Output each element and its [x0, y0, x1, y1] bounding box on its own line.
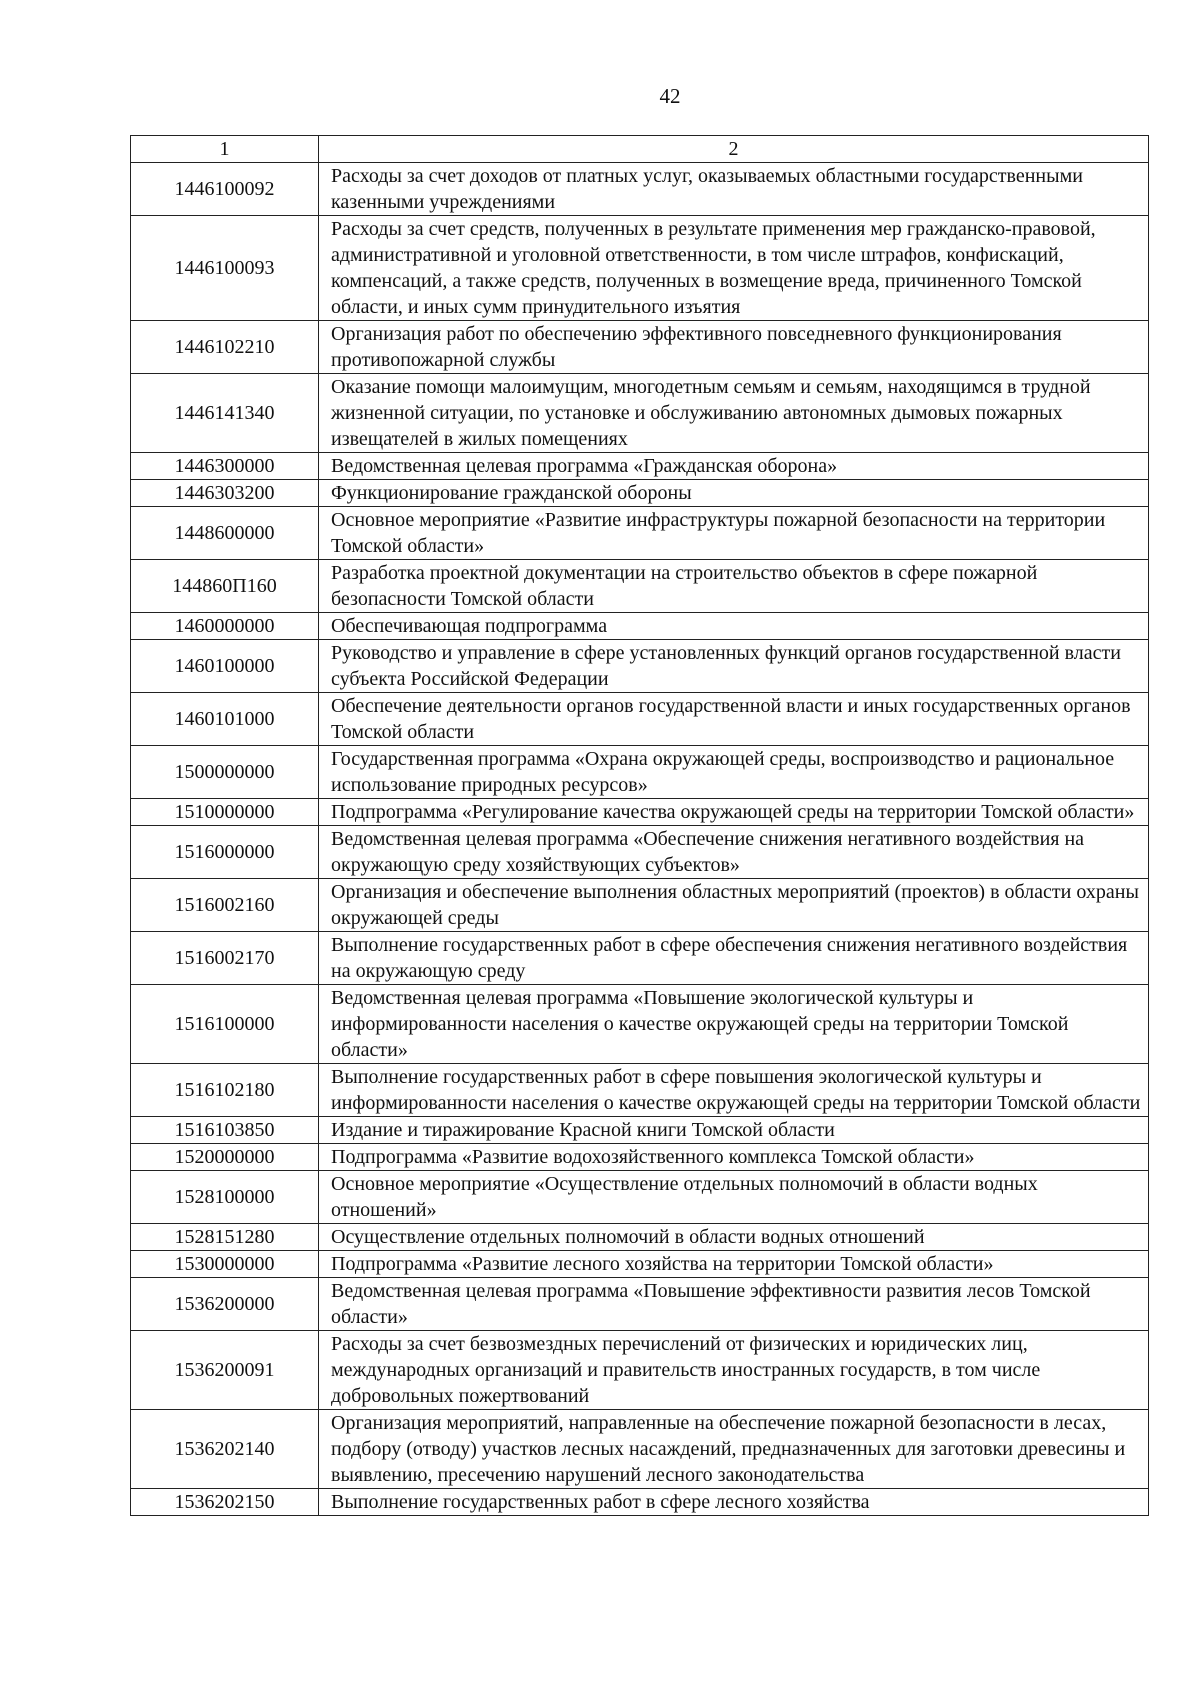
table-row [131, 799, 1149, 826]
row-code: 1446102210 [131, 321, 319, 374]
table-row [131, 693, 1149, 746]
row-description: Подпрограмма «Развитие водохозяйственного комплекса Томской области» [319, 1144, 1149, 1171]
row-code: 1446100093 [131, 216, 319, 321]
row-description: Основное мероприятие «Осуществление отдельных полномочий в области водных отношений» [319, 1171, 1149, 1224]
table-row [131, 1278, 1149, 1331]
row-code: 1516100000 [131, 985, 319, 1064]
row-description: Обеспечивающая подпрограмма [319, 613, 1149, 640]
table-row [131, 560, 1149, 613]
row-code: 1516103850 [131, 1117, 319, 1144]
table-row [131, 480, 1149, 507]
row-code: 1460101000 [131, 693, 319, 746]
row-description: Осуществление отдельных полномочий в области водных отношений [319, 1224, 1149, 1251]
row-code: 1528151280 [131, 1224, 319, 1251]
column-header-description: 2 [319, 136, 1149, 163]
row-code: 1446303200 [131, 480, 319, 507]
table-header-row [131, 136, 1149, 163]
table-row [131, 321, 1149, 374]
row-description: Государственная программа «Охрана окружающей среды, воспроизводство и рациональное использование природных ресурсов» [319, 746, 1149, 799]
row-description: Организация и обеспечение выполнения областных мероприятий (проектов) в области охраны окружающей среды [319, 879, 1149, 932]
table-row [131, 1144, 1149, 1171]
row-description: Ведомственная целевая программа «Обеспечение снижения негативного воздействия на окружающую среду хозяйствующих субъектов» [319, 826, 1149, 879]
row-code: 144860П160 [131, 560, 319, 613]
row-code: 1460100000 [131, 640, 319, 693]
row-code: 1516002160 [131, 879, 319, 932]
table-row [131, 374, 1149, 453]
table-row [131, 1117, 1149, 1144]
row-code: 1536200000 [131, 1278, 319, 1331]
table-row [131, 1410, 1149, 1489]
row-description: Обеспечение деятельности органов государственной власти и иных государственных органов Томской области [319, 693, 1149, 746]
row-code: 1536202140 [131, 1410, 319, 1489]
column-header-code: 1 [131, 136, 319, 163]
row-code: 1446300000 [131, 453, 319, 480]
row-description: Ведомственная целевая программа «Повышение экологической культуры и информированности населения о качестве окружающей среды на территории Томской области» [319, 985, 1149, 1064]
row-description: Ведомственная целевая программа «Гражданская оборона» [319, 453, 1149, 480]
table-row [131, 507, 1149, 560]
table-row [131, 1251, 1149, 1278]
page-number: 42 [659, 84, 681, 108]
table-row [131, 1489, 1149, 1516]
row-code: 1460000000 [131, 613, 319, 640]
row-code: 1446100092 [131, 163, 319, 216]
row-code: 1448600000 [131, 507, 319, 560]
table-row [131, 453, 1149, 480]
row-description: Разработка проектной документации на строительство объектов в сфере пожарной безопасности Томской области [319, 560, 1149, 613]
table-row [131, 1171, 1149, 1224]
row-description: Ведомственная целевая программа «Повышение эффективности развития лесов Томской области» [319, 1278, 1149, 1331]
table-row [131, 746, 1149, 799]
table-row [131, 613, 1149, 640]
row-description: Оказание помощи малоимущим, многодетным семьям и семьям, находящимся в трудной жизненной ситуации, по установке и обслуживанию автономных дымовых пожарных извещателей в жилых помещениях [319, 374, 1149, 453]
table-row [131, 1064, 1149, 1117]
row-code: 1446141340 [131, 374, 319, 453]
row-code: 1536202150 [131, 1489, 319, 1516]
row-code: 1516000000 [131, 826, 319, 879]
row-description: Организация работ по обеспечению эффективного повседневного функционирования противопожарной службы [319, 321, 1149, 374]
row-code: 1520000000 [131, 1144, 319, 1171]
row-description: Расходы за счет доходов от платных услуг, оказываемых областными государственными казенными учреждениями [319, 163, 1149, 216]
table-row [131, 1331, 1149, 1410]
row-description: Подпрограмма «Развитие лесного хозяйства на территории Томской области» [319, 1251, 1149, 1278]
row-description: Расходы за счет средств, полученных в результате применения мер гражданско-правовой, административной и уголовной ответственности, в том числе штрафов, конфискаций, компенсаций, а также средств, полученных в возмещение вреда, причиненного Томской области, и иных сумм принудительного изъятия [319, 216, 1149, 321]
row-description: Функционирование гражданской обороны [319, 480, 1149, 507]
table-row [131, 932, 1149, 985]
row-description: Расходы за счет безвозмездных перечислений от физических и юридических лиц, международных организаций и правительств иностранных государств, в том числе добровольных пожертвований [319, 1331, 1149, 1410]
row-code: 1516102180 [131, 1064, 319, 1117]
row-description: Подпрограмма «Регулирование качества окружающей среды на территории Томской области» [319, 799, 1149, 826]
table-row [131, 640, 1149, 693]
row-description: Выполнение государственных работ в сфере лесного хозяйства [319, 1489, 1149, 1516]
table-row [131, 985, 1149, 1064]
table-row [131, 826, 1149, 879]
row-description: Выполнение государственных работ в сфере повышения экологической культуры и информированности населения о качестве окружающей среды на территории Томской области [319, 1064, 1149, 1117]
row-code: 1516002170 [131, 932, 319, 985]
budget-codes-table [130, 135, 1149, 1516]
table-row [131, 879, 1149, 932]
row-description: Руководство и управление в сфере установленных функций органов государственной власти субъекта Российской Федерации [319, 640, 1149, 693]
row-code: 1528100000 [131, 1171, 319, 1224]
row-code: 1500000000 [131, 746, 319, 799]
table-row [131, 1224, 1149, 1251]
row-code: 1510000000 [131, 799, 319, 826]
row-description: Основное мероприятие «Развитие инфраструктуры пожарной безопасности на территории Томской области» [319, 507, 1149, 560]
row-description: Организация мероприятий, направленные на обеспечение пожарной безопасности в лесах, подбору (отводу) участков лесных насаждений, предназначенных для заготовки древесины и выявлению, пресечению нарушений лесного законодательства [319, 1410, 1149, 1489]
row-code: 1530000000 [131, 1251, 319, 1278]
table-row [131, 163, 1149, 216]
row-description: Выполнение государственных работ в сфере обеспечения снижения негативного воздействия на окружающую среду [319, 932, 1149, 985]
table-row [131, 216, 1149, 321]
row-code: 1536200091 [131, 1331, 319, 1410]
table-body [131, 163, 1149, 1516]
row-description: Издание и тиражирование Красной книги Томской области [319, 1117, 1149, 1144]
